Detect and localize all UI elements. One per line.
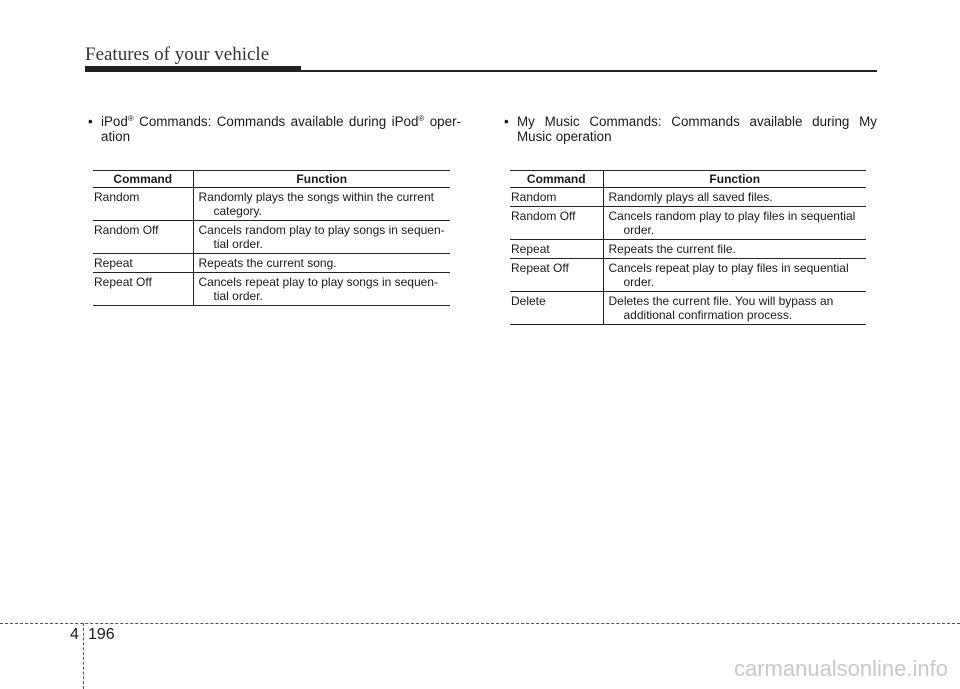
function-cell xyxy=(193,273,450,306)
intro-line-2: Music operation xyxy=(517,129,612,144)
column-header-function: Function xyxy=(193,171,450,188)
intro-line-1 xyxy=(88,114,461,129)
registered-mark: ® xyxy=(127,114,134,123)
ipod-commands-intro xyxy=(88,114,461,144)
intro-text-mid: Commands: Commands available during iPod xyxy=(133,114,419,129)
intro-line-1: My Music Commands: Commands available during My xyxy=(517,114,877,129)
intro-text-end: oper- xyxy=(424,114,461,129)
table-row xyxy=(510,188,866,207)
column-header-command: Command xyxy=(93,171,193,188)
function-cell xyxy=(193,254,450,273)
table-row xyxy=(93,221,450,254)
function-text: Cancels repeat play to play files in sequential xyxy=(608,261,849,275)
intro-line-2: ation xyxy=(101,129,131,144)
footer-dotted-divider xyxy=(83,623,84,689)
command-cell: Repeat Off xyxy=(510,259,603,292)
command-cell: Repeat Off xyxy=(93,273,193,306)
page-number: 196 xyxy=(88,626,115,643)
function-text-cont: order. xyxy=(623,223,655,237)
my-music-commands-table xyxy=(510,170,866,325)
table-row xyxy=(510,259,866,292)
function-text-cont: order. xyxy=(623,275,655,289)
function-text: Cancels random play to play songs in sequen- xyxy=(198,223,445,237)
command-cell: Repeat xyxy=(93,254,193,273)
function-text-cont: category. xyxy=(213,204,262,218)
chapter-number: 4 xyxy=(70,626,79,643)
column-header-function: Function xyxy=(603,171,866,188)
function-cell xyxy=(603,240,866,259)
command-cell: Random Off xyxy=(93,221,193,254)
ipod-commands-table xyxy=(93,170,450,306)
column-header-command: Command xyxy=(510,171,603,188)
function-text: Randomly plays all saved files. xyxy=(608,190,773,204)
table-header-row xyxy=(510,171,866,188)
table-row xyxy=(510,240,866,259)
function-text: Cancels random play to play files in sequential xyxy=(608,209,856,223)
function-text-cont: tial order. xyxy=(213,237,263,251)
header-rule xyxy=(85,70,877,72)
function-cell xyxy=(193,221,450,254)
table-header-row xyxy=(93,171,450,188)
function-cell xyxy=(603,207,866,240)
command-cell: Random xyxy=(510,188,603,207)
my-music-commands-intro xyxy=(504,114,877,144)
command-cell: Repeat xyxy=(510,240,603,259)
watermark-text: carmanualsonline.info xyxy=(733,656,948,681)
bullet: • xyxy=(504,114,509,129)
function-cell xyxy=(603,259,866,292)
command-cell: Random xyxy=(93,188,193,221)
function-text: Deletes the current file. You will bypass an xyxy=(608,294,834,308)
function-cell xyxy=(603,292,866,325)
function-text: Randomly plays the songs within the current xyxy=(198,190,434,204)
table-row xyxy=(93,273,450,306)
bullet: • xyxy=(88,114,93,129)
function-text: Repeats the current song. xyxy=(198,256,337,270)
function-cell xyxy=(193,188,450,221)
command-cell: Delete xyxy=(510,292,603,325)
table-row xyxy=(510,207,866,240)
function-cell xyxy=(603,188,866,207)
table-row xyxy=(510,292,866,325)
command-cell: Random Off xyxy=(510,207,603,240)
table-row xyxy=(93,254,450,273)
intro-text-ipod: iPod xyxy=(101,114,128,129)
function-text-cont: tial order. xyxy=(213,289,263,303)
footer-dotted-rule xyxy=(0,623,960,624)
table-row xyxy=(93,188,450,221)
function-text: Cancels repeat play to play songs in sequen- xyxy=(198,275,438,289)
page-header-title: Features of your vehicle xyxy=(85,44,270,65)
function-text-cont: additional confirmation process. xyxy=(623,308,793,322)
registered-mark: ® xyxy=(418,114,425,123)
function-text: Repeats the current file. xyxy=(608,242,736,256)
